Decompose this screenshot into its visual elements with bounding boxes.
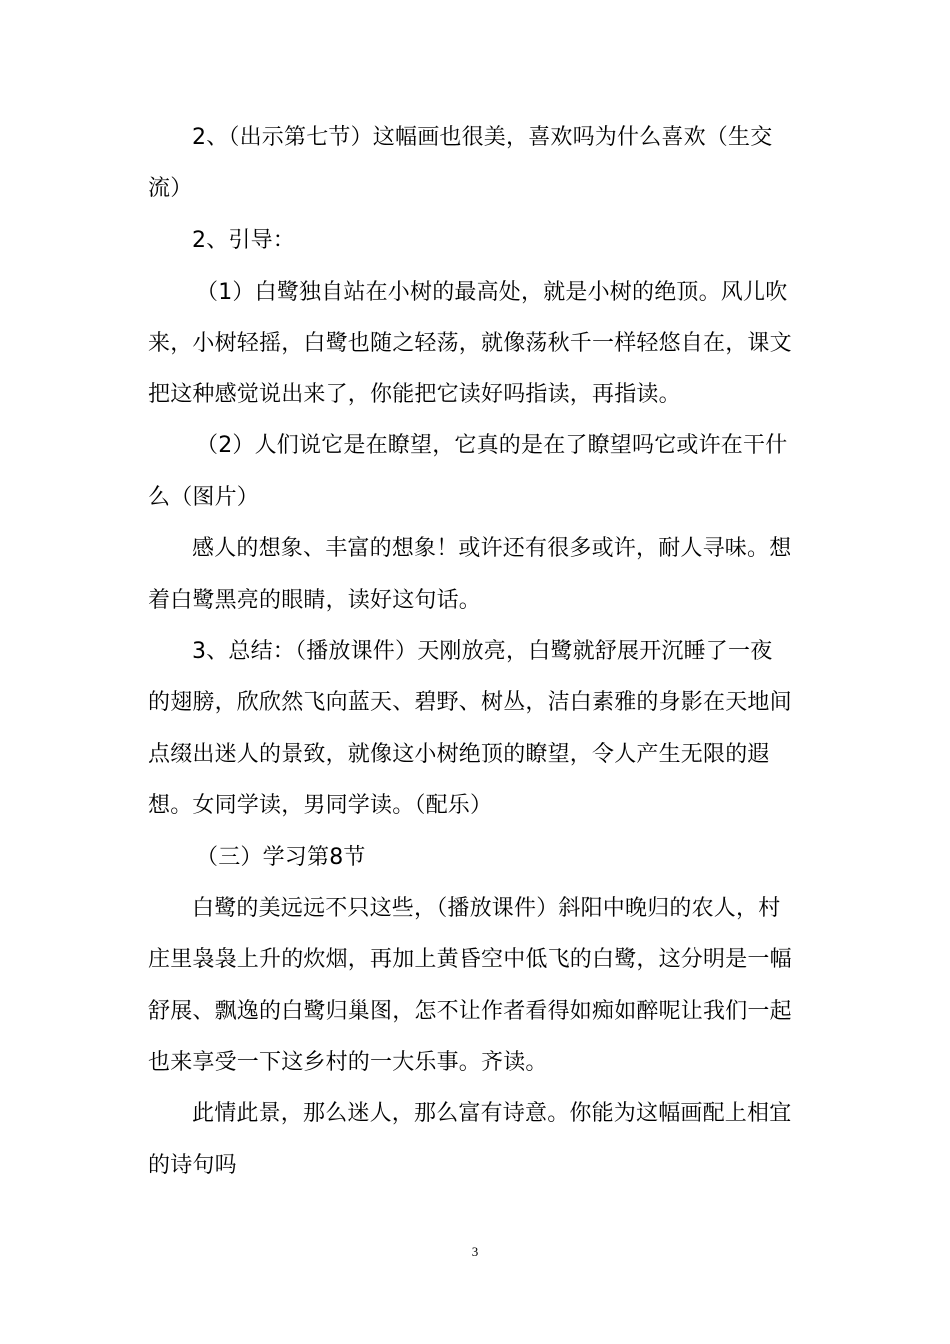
- paragraph-line: 此情此景，那么迷人，那么富有诗意。你能为这幅画配上相宜: [192, 1101, 792, 1126]
- paragraph-line: 2、引导：: [192, 228, 295, 253]
- paragraph-line: 流）: [148, 176, 193, 201]
- paragraph-line: 把这种感觉说出来了，你能把它读好吗指读，再指读。: [148, 382, 681, 407]
- paragraph-line: 想。女同学读，男同学读。（配乐）: [148, 793, 493, 818]
- paragraph-line: 的翅膀，欣欣然飞向蓝天、碧野、树丛，洁白素雅的身影在天地间: [148, 690, 792, 715]
- section-heading: （三）学习第8节: [196, 845, 366, 870]
- paragraph-line: 感人的想象、丰富的想象！或许还有很多或许，耐人寻味。想: [192, 536, 792, 561]
- paragraph-line: 也来享受一下这乡村的一大乐事。齐读。: [148, 1050, 548, 1075]
- page-number: 3: [471, 1244, 479, 1259]
- paragraph-line: 点缀出迷人的景致，就像这小树绝顶的瞭望，令人产生无限的遐: [148, 742, 770, 767]
- paragraph-line: 白鹭的美远远不只这些，（播放课件）斜阳中晚归的农人，村: [192, 896, 781, 921]
- paragraph-line: （1）白鹭独自站在小树的最高处，就是小树的绝顶。风儿吹: [196, 280, 788, 305]
- paragraph-line: 的诗句吗: [148, 1153, 237, 1178]
- paragraph-line: （2）人们说它是在瞭望，它真的是在了瞭望吗它或许在干什: [196, 433, 788, 458]
- paragraph-line: 来，小树轻摇，白鹭也随之轻荡，就像荡秋千一样轻悠自在，课文: [148, 331, 792, 356]
- paragraph-line: 着白鹭黑亮的眼睛，读好这句话。: [148, 588, 482, 613]
- paragraph-line: 3、总结：（播放课件）天刚放亮，白鹭就舒展开沉睡了一夜: [192, 639, 773, 664]
- paragraph-line: 2、（出示第七节）这幅画也很美，喜欢吗为什么喜欢（生交: [192, 125, 773, 150]
- paragraph-line: 么（图片）: [148, 485, 260, 510]
- paragraph-line: 庄里袅袅上升的炊烟，再加上黄昏空中低飞的白鹭，这分明是一幅: [148, 947, 792, 972]
- paragraph-line: 舒展、飘逸的白鹭归巢图，怎不让作者看得如痴如醉呢让我们一起: [148, 999, 792, 1024]
